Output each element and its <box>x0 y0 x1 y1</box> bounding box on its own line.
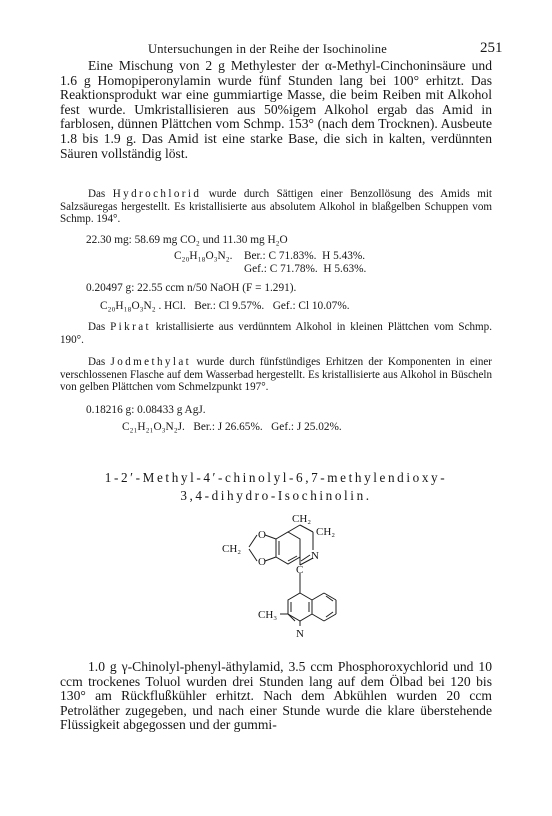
analysis-hcl-salt: C₂₀H₁₈O₃N₂ . HCl. Ber.: Cl 9.57%. Gef.: Cl 10.07%. <box>100 300 350 312</box>
label-methyl: CH₃ <box>258 609 278 621</box>
label-ch2-right: CH₂ <box>316 526 336 538</box>
jodmethylat-prefix: Das <box>88 356 111 368</box>
label-ch2-methylenedioxy: CH₂ <box>222 543 242 555</box>
compound-title-line1: 1-2′-Methyl-4′-chinolyl-6,7-methylendioxy- <box>104 470 448 485</box>
paragraph-hydrochlorid <box>60 188 492 226</box>
jodmethylat-text: wurde durch fünfstündiges Erhitzen der Komponenten in einer verschlossenen Flasche auf dem Wasserbad hergestellt. Es kristallisierte aus Alkohol in Büscheln von gelben Plättchen vom Schmelzpunkt 197°. <box>60 356 492 394</box>
page-number: 251 <box>480 40 503 56</box>
label-oxygen-lower: O <box>258 556 266 568</box>
structural-formula <box>200 505 360 650</box>
analysis-silver-iodide: 0.18216 g: 0.08433 g AgJ. <box>86 404 206 416</box>
paragraph-amide-synthesis: Eine Mischung von 2 g Methylester der α-Methyl-Cinchoninsäure und 1.6 g Homopiperonylamin wurde fünf Stunden lang bei 100° erhitzt. Das Reaktionsprodukt war eine gummiartige Masse, die beim Reiben mit Alkohol fest wurde. Umkristallisieren aus 50%igem Alkohol ergab das Amid in farblosen, dünnen Plättchen vom Schmp. 153° (nach dem Trocknen). Ausbeute 1.8 bis 1.9 g. Das Amid ist eine starke Base, die sich in kalten, verdünnten Säuren vollständig löst. <box>60 58 492 161</box>
pikrat-text: kristallisierte aus verdünntem Alkohol in kleinen Plättchen vom Schmp. 190°. <box>60 321 492 346</box>
label-oxygen-upper: O <box>258 529 266 541</box>
label-nitrogen-quinoline: N <box>296 628 304 640</box>
hydrochlorid-keyword: Hydrochlorid <box>112 188 202 200</box>
analysis-iodine: C₂₁H₂₁O₃N₂J. Ber.: J 26.65%. Gef.: J 25.02%. <box>122 421 342 433</box>
analysis-combustion: 22.30 mg: 58.69 mg CO₂ und 11.30 mg H₂O <box>86 234 288 246</box>
paragraph-cyclization: 1.0 g γ-Chinolyl-phenyl-äthylamid, 3.5 ccm Phosphoroxychlorid und 10 ccm trockenes Toluol wurden drei Stunden lang auf dem Ölbad bei 120 bis 130° am Rückflußkühler erhitzt. Nach dem Abkühlen wurden 20 ccm Petroläther zugegeben, und nach einer Stunde wurde die klare überstehende Flüssigkeit abgegossen und der gummi- <box>60 659 492 733</box>
pikrat-prefix: Das <box>88 321 111 333</box>
formula-amide: C₂₀H₁₈O₃N₂. <box>174 250 233 262</box>
paragraph-jodmethylat <box>60 356 492 394</box>
analysis-titration: 0.20497 g: 22.55 ccm n/50 NaOH (F = 1.291). <box>86 282 297 294</box>
hydrochlorid-text: wurde durch Sättigen einer Benzollösung des Amids mit Salzsäuregas hergestellt. Es kristallisierte aus absolutem Alkohol in blaßgelben Schuppen vom Schmp. 194°. <box>60 188 493 226</box>
pikrat-keyword: Pikrat <box>110 321 152 333</box>
running-title: Untersuchungen in der Reihe der Isochinoline <box>148 42 387 56</box>
label-nitrogen-ring: N <box>311 550 319 562</box>
compound-title-line2: 3,4-dihydro-Isochinolin. <box>180 488 372 503</box>
label-ch2-top: CH₂ <box>292 513 312 525</box>
jodmethylat-keyword: Jodmethylat <box>110 356 192 368</box>
hydrochlorid-prefix: Das <box>88 188 113 200</box>
paragraph-pikrat <box>60 321 492 346</box>
analysis-found: Gef.: C 71.78%. H 5.63%. <box>244 263 367 275</box>
analysis-calculated: Ber.: C 71.83%. H 5.43%. <box>244 250 366 262</box>
label-carbon-c1: C <box>296 564 304 576</box>
